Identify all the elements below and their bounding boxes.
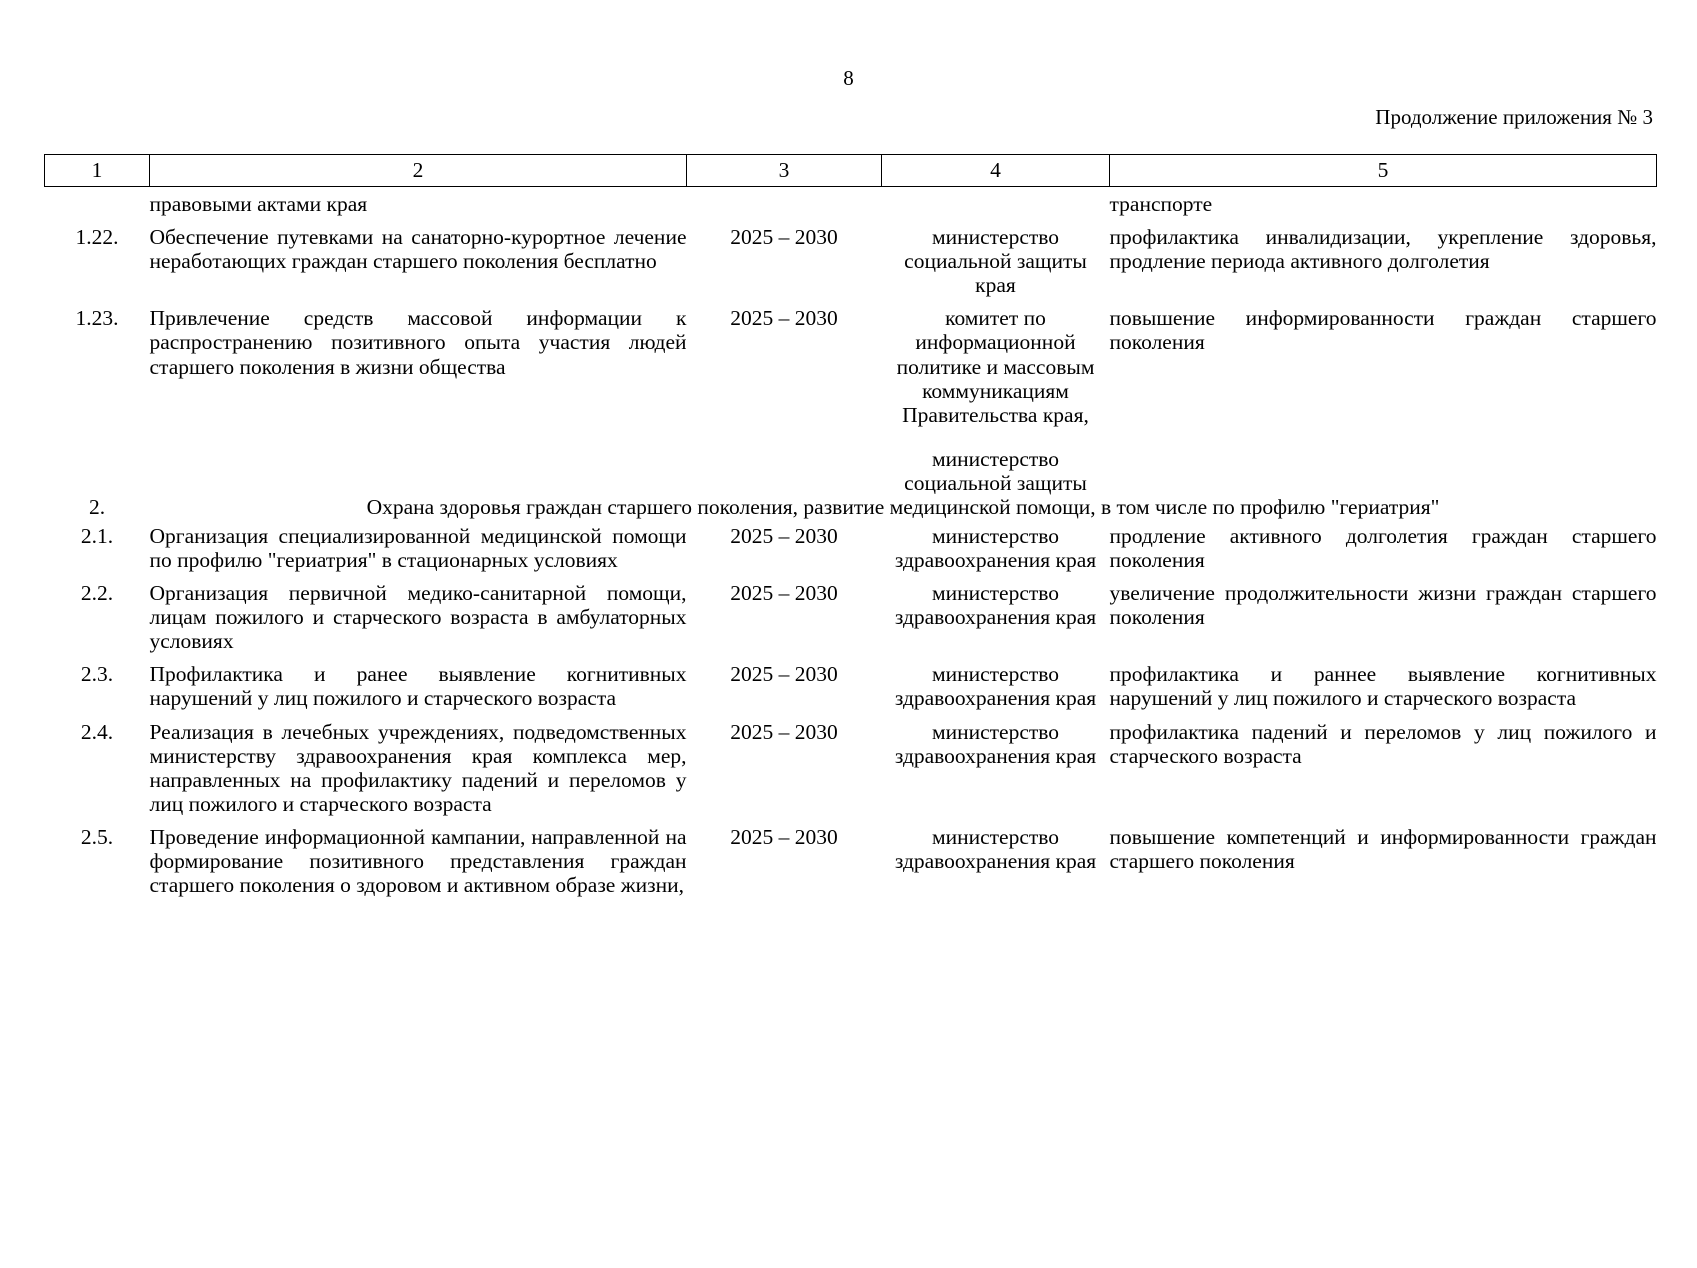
column-header-3: 3 — [687, 155, 882, 187]
row-term: 2025 – 2030 — [730, 306, 838, 331]
row-number: 1.22. — [75, 225, 119, 250]
row-executor: министерство здравоохранения края — [894, 581, 1097, 630]
table-row — [45, 816, 1657, 897]
row-number: 1.23. — [75, 306, 119, 331]
continuation-note: Продолжение приложения № 3 — [1375, 105, 1653, 129]
table-row — [45, 653, 1657, 710]
row-result: профилактика и раннее выявление когнитивных нарушений у лиц пожилого и старческого возраста — [1109, 662, 1657, 711]
row-term: 2025 – 2030 — [730, 524, 838, 549]
section-title: Охрана здоровья граждан старшего поколения, развитие медицинской помощи, в том числе по профилю "гериатрия" — [366, 494, 1440, 519]
table-row — [45, 572, 1657, 653]
row-term: 2025 – 2030 — [730, 824, 838, 849]
column-header-5: 5 — [1110, 155, 1657, 187]
row-term — [687, 187, 882, 217]
column-header-2: 2 — [150, 155, 687, 187]
table-row-continued — [45, 187, 1657, 217]
row-result: транспорте — [1109, 192, 1213, 217]
table-row — [45, 297, 1657, 495]
row-executor — [882, 297, 1110, 495]
row-measure: правовыми актами края — [149, 192, 368, 217]
row-number: 2.5. — [80, 824, 114, 849]
row-measure: Обеспечение путевками на санаторно-курортное лечение неработающих граждан старшего поколения бесплатно — [149, 225, 687, 274]
row-measure: Организация первичной медико-санитарной помощи, лицам пожилого и старческого возраста в амбулаторных условиях — [149, 581, 687, 654]
row-measure: Привлечение средств массовой информации к распространению позитивного опыта участия людей старшего поколения в жизни общества — [149, 306, 687, 379]
row-measure: Реализация в лечебных учреждениях, подведомственных министерству здравоохранения края комплекса мер, направленных на профилактику падений и переломов у лиц пожилого и старческого возраста — [149, 719, 687, 816]
row-term: 2025 – 2030 — [730, 719, 838, 744]
row-term: 2025 – 2030 — [730, 581, 838, 606]
document-page — [0, 68, 1697, 1268]
measures-table — [44, 154, 1657, 897]
row-result: продление активного долголетия граждан старшего поколения — [1109, 524, 1657, 573]
table-header-row — [45, 155, 1657, 187]
row-term: 2025 – 2030 — [730, 662, 838, 687]
page-number: 8 — [843, 66, 854, 90]
row-number: 2.4. — [80, 719, 114, 744]
row-number — [45, 187, 150, 217]
row-executor: министерство здравоохранения края — [894, 524, 1097, 573]
row-measure: Организация специализированной медицинской помощи по профилю "гериатрия" в стационарных условиях — [149, 524, 687, 573]
row-result: повышение информированности граждан старшего поколения — [1109, 306, 1657, 355]
row-executor: министерство здравоохранения края — [894, 824, 1097, 873]
row-executor — [882, 187, 1110, 217]
row-executor: министерство здравоохранения края — [894, 719, 1097, 768]
row-measure: Проведение информационной кампании, направленной на формирование позитивного представления граждан старшего поколения о здоровом и активном образе жизни, — [149, 824, 687, 898]
row-executor-secondary: министерство социальной защиты — [904, 446, 1087, 495]
table-row — [45, 216, 1657, 297]
row-measure: Профилактика и ранее выявление когнитивных нарушений у лиц пожилого и старческого возраста — [149, 662, 687, 711]
row-executor-primary: комитет по информационной политике и массовым коммуникациям Правительства края, — [896, 306, 1095, 427]
row-number: 2.1. — [80, 524, 114, 549]
column-header-4: 4 — [882, 155, 1110, 187]
column-header-1: 1 — [45, 155, 150, 187]
row-executor: министерство социальной защиты края — [904, 225, 1087, 298]
table-row — [45, 711, 1657, 816]
row-result: профилактика инвалидизации, укрепление здоровья, продление периода активного долголетия — [1109, 225, 1657, 274]
row-result: повышение компетенций и информированности граждан старшего поколения — [1109, 824, 1657, 873]
section-heading-row — [45, 495, 1657, 519]
row-result: увеличение продолжительности жизни граждан старшего поколения — [1109, 581, 1657, 630]
row-executor: министерство здравоохранения края — [894, 662, 1097, 711]
executor-spacer — [882, 427, 1110, 447]
row-term: 2025 – 2030 — [730, 225, 838, 250]
section-number: 2. — [88, 494, 106, 519]
table-row — [45, 519, 1657, 572]
row-result: профилактика падений и переломов у лиц пожилого и старческого возраста — [1109, 719, 1657, 768]
row-number: 2.2. — [80, 581, 114, 606]
row-number: 2.3. — [80, 662, 114, 687]
